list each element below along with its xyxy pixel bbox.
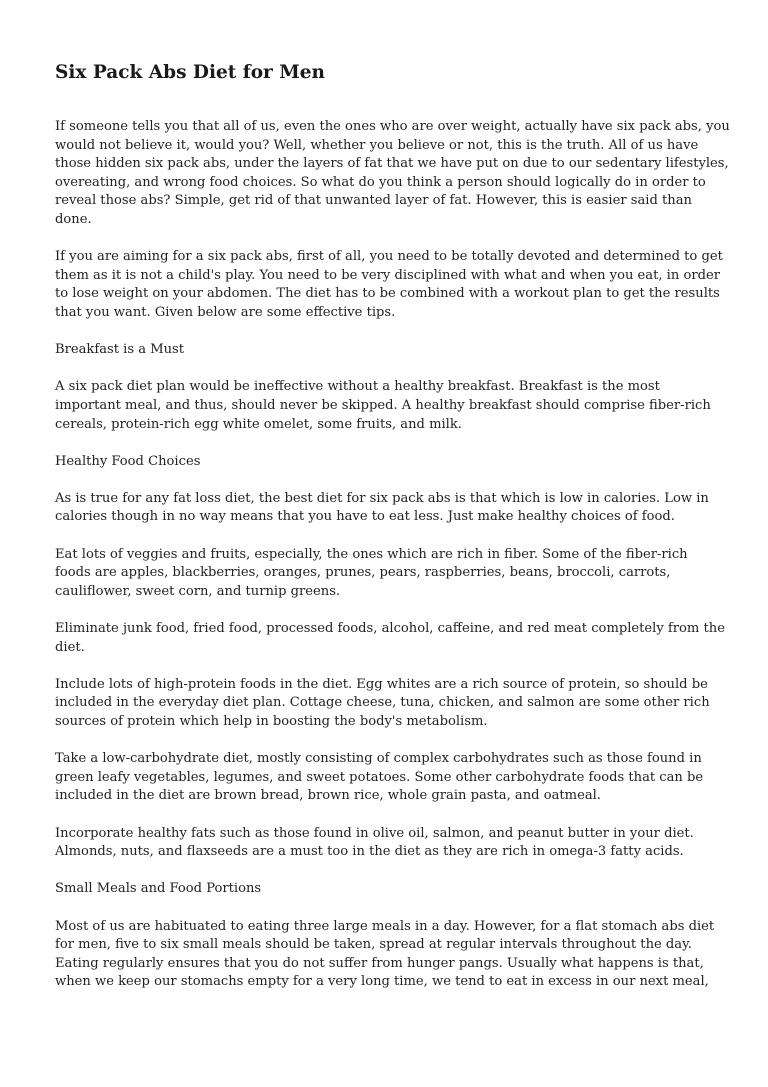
- document-body: [55, 118, 730, 992]
- text-line: included in the diet are brown bread, brown rice, whole grain pasta, and oatmeal.: [55, 788, 601, 804]
- paragraph: [55, 248, 723, 322]
- text-line: If someone tells you that all of us, even the ones who are over weight, actually have six pack abs, you: [55, 119, 730, 134]
- paragraph: [55, 825, 716, 862]
- text-line: Eliminate junk food, fried food, processed foods, alcohol, caffeine, and red meat completely from the: [55, 621, 725, 637]
- text-line: them as it is not a child's play. You need to be very disciplined with what and when you eat, in order: [55, 267, 720, 283]
- text-line: cereals, protein-rich egg white omelet, some fruits, and milk.: [55, 416, 462, 432]
- text-line: If you are aiming for a six pack abs, first of all, you need to be totally devoted and determined to get: [55, 249, 723, 265]
- text-line: green leafy vegetables, legumes, and sweet potatoes. Some other carbohydrate foods that can be: [55, 769, 704, 785]
- text-line: important meal, and thus, should never be skipped. A healthy breakfast should comprise fiber-rich: [55, 397, 711, 413]
- paragraph: [55, 546, 716, 602]
- text-line: when we keep our stomachs empty for a very long time, we tend to eat in excess in our next meal,: [55, 974, 709, 990]
- text-line: would not believe it, would you? Well, whether you believe or not, this is the truth. All of us have: [55, 137, 699, 153]
- text-line: Breakfast is a Must: [55, 342, 185, 358]
- text-line: foods are apples, blackberries, oranges, prunes, pears, raspberries, beans, broccoli, carrots,: [55, 565, 671, 581]
- text-line: Take a low-carbohydrate diet, mostly consisting of complex carbohydrates such as those found in: [55, 751, 702, 767]
- text-line: Eat lots of veggies and fruits, especially, the ones which are rich in fiber. Some of the fiber-rich: [55, 546, 688, 562]
- section-heading: [55, 453, 716, 472]
- text-line: that you want. Given below are some effective tips.: [55, 304, 396, 320]
- text-line: Include lots of high-protein foods in the diet. Egg whites are a rich source of protein, so should be: [55, 676, 708, 692]
- paragraph: [55, 918, 716, 992]
- text-line: overeating, and wrong food choices. So what do you think a person should logically do in order to: [55, 174, 706, 190]
- text-line: As is true for any fat loss diet, the best diet for six pack abs is that which is low in calories. Low in: [55, 490, 709, 506]
- section-heading: [55, 880, 716, 899]
- text-line: to lose weight on your abdomen. The diet has to be combined with a workout plan to get the results: [55, 286, 720, 302]
- text-line: done.: [55, 211, 92, 227]
- text-line: for men, five to six small meals should be taken, spread at regular intervals throughout the day.: [55, 937, 692, 953]
- paragraph: [55, 620, 725, 657]
- text-line: included in the everyday diet plan. Cottage cheese, tuna, chicken, and salmon are some other rich: [55, 695, 710, 711]
- text-line: Small Meals and Food Portions: [55, 881, 262, 897]
- text-line: those hidden six pack abs, under the layers of fat that we have put on due to our sedentary lifestyles,: [55, 156, 729, 172]
- paragraph: [55, 676, 716, 732]
- text-line: Incorporate healthy fats such as those found in olive oil, salmon, and peanut butter in your diet.: [55, 825, 694, 841]
- section-heading: [55, 341, 716, 360]
- text-line: cauliflower, sweet corn, and turnip greens.: [55, 583, 341, 599]
- text-line: reveal those abs? Simple, get rid of that unwanted layer of fat. However, this is easier said than: [55, 193, 692, 209]
- text-line: A six pack diet plan would be ineffective without a healthy breakfast. Breakfast is the most: [55, 379, 660, 395]
- text-line: sources of protein which help in boosting the body's metabolism.: [55, 714, 488, 729]
- text-line: calories though in no way means that you have to eat less. Just make healthy choices of food.: [55, 509, 675, 525]
- text-line: Eating regularly ensures that you do not suffer from hunger pangs. Usually what happens is that,: [55, 955, 704, 971]
- page-title: Six Pack Abs Diet for Men: [55, 62, 325, 83]
- text-line: Almonds, nuts, and flaxseeds are a must too in the diet as they are rich in omega-3 fatty acids.: [55, 844, 684, 860]
- paragraph: [55, 750, 716, 806]
- paragraph: [55, 118, 730, 230]
- paragraph: [55, 378, 716, 434]
- paragraph: [55, 490, 716, 527]
- text-line: Healthy Food Choices: [55, 453, 201, 469]
- text-line: Most of us are habituated to eating three large meals in a day. However, for a flat stomach abs diet: [55, 918, 715, 934]
- text-line: diet.: [55, 639, 85, 655]
